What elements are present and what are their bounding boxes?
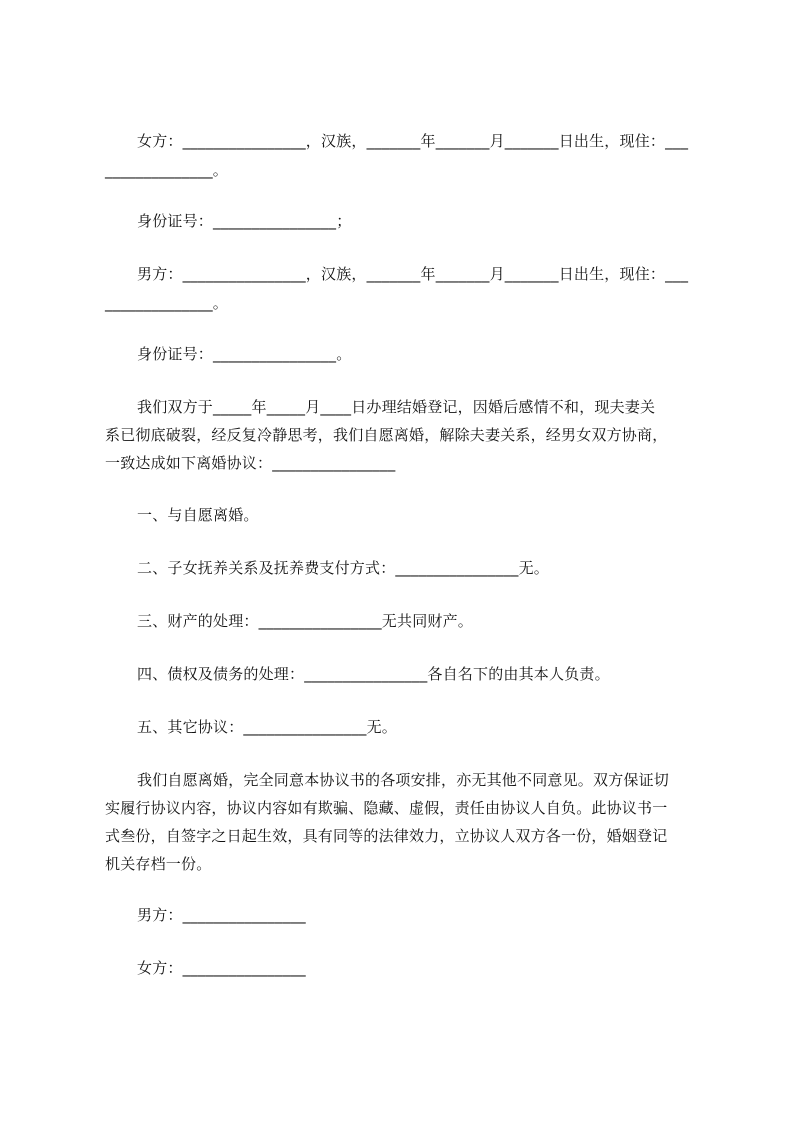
clause-4: 四、债权及债务的处理：________________各自名下的由其本人负责。 (137, 665, 610, 683)
male-address-continuation: ______________。 (105, 294, 229, 312)
intro-line-3: 一致达成如下离婚协议：________________ (105, 454, 396, 472)
signature-female: 女方：________________ (137, 959, 306, 977)
female-info-line: 女方：________________，汉族，_______年_______月_______日出生，现住：___ (137, 132, 689, 150)
female-id-line: 身份证号：________________； (137, 212, 352, 230)
female-address-continuation: ______________。 (105, 161, 229, 179)
male-info-line: 男方：________________，汉族，_______年_______月_______日出生，现住：___ (137, 265, 689, 283)
clause-1: 一、与自愿离婚。 (137, 506, 259, 524)
clause-5: 五、其它协议：________________无。 (137, 718, 398, 736)
closing-line-4: 机关存档一份。 (105, 855, 212, 873)
closing-line-1: 我们自愿离婚，完全同意本协议书的各项安排，亦无其他不同意见。双方保证切 (137, 771, 670, 789)
intro-line-1: 我们双方于_____年_____月____日办理结婚登记，因婚后感情不和，现夫妻关 (137, 398, 656, 416)
intro-line-2: 系已彻底破裂，经反复冷静思考，我们自愿离婚，解除夫妻关系，经男女双方协商， (105, 426, 668, 444)
closing-line-2: 实履行协议内容，协议内容如有欺骗、隐藏、虚假，责任由协议人自负。此协议书一 (105, 799, 668, 817)
signature-male: 男方：________________ (137, 906, 306, 924)
clause-3: 三、财产的处理：________________无共同财产。 (137, 612, 474, 630)
clause-2: 二、子女抚养关系及抚养费支付方式：________________无。 (137, 559, 550, 577)
male-id-line: 身份证号：________________。 (137, 345, 352, 363)
closing-line-3: 式叁份，自签字之日起生效，具有同等的法律效力，立协议人双方各一份，婚姻登记 (105, 827, 668, 845)
